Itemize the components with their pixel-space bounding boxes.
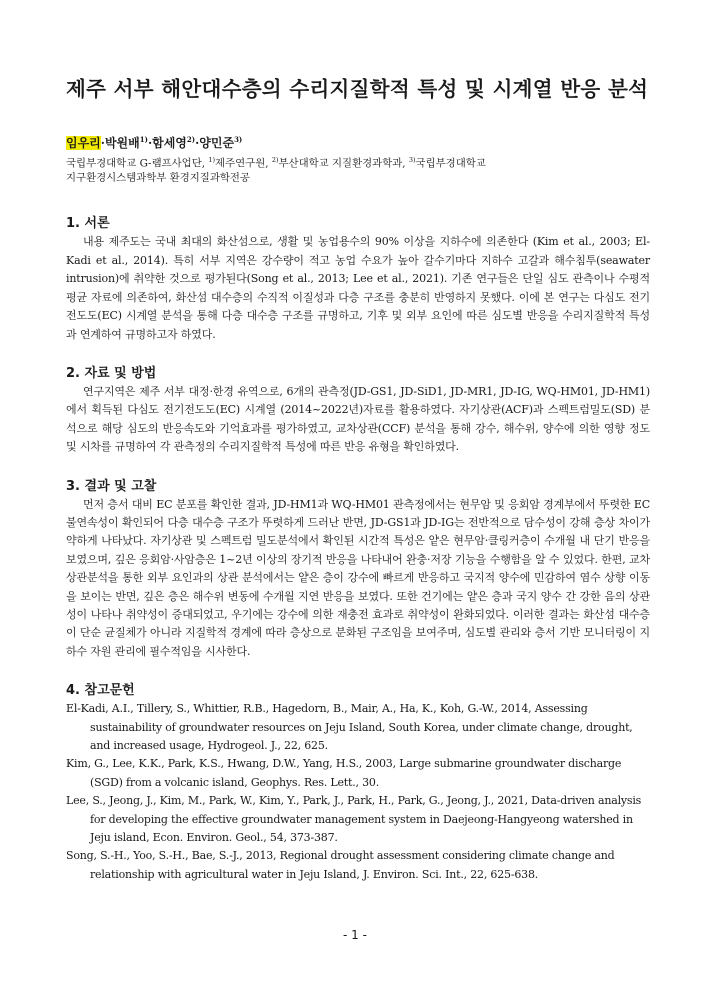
first-author: 임우리: [66, 136, 101, 150]
section-heading: 3. 결과 및 고찰: [66, 478, 157, 494]
affiliation-text: 제주연구원,: [215, 157, 272, 170]
affiliation-text: 부산대학교 지질환경과학과,: [278, 157, 409, 170]
affiliation-mark: 3): [408, 156, 416, 164]
author-name: 양민준: [199, 136, 235, 150]
section-heading: 4. 참고문헌: [66, 683, 135, 699]
section-introduction: [66, 212, 650, 343]
paper-page: [66, 72, 650, 884]
affiliation-text: 국립부경대학교: [415, 157, 486, 170]
section-heading: 2. 자료 및 방법: [66, 365, 157, 381]
paper-title: 제주 서부 해안대수층의 수리지질학적 특성 및 시계열 반응 분석: [66, 77, 649, 101]
author-affiliation-mark: 2): [186, 135, 196, 144]
section-methods: [66, 362, 650, 457]
author-list: [66, 134, 650, 151]
section-results: [66, 475, 650, 662]
section-heading: 1. 서론: [66, 216, 110, 232]
author-affiliation-mark: 1): [139, 135, 148, 144]
page-number: - 1 -: [343, 928, 367, 942]
author-separator: ·: [147, 136, 153, 150]
reference-item: Lee, S., Jeong, J., Kim, M., Park, W., Kim, Y., Park, J., Park, H., Park, G., Jeong, J., 2021, Data-driven analysis for developing the effective groundwater management system in Daejeong-Hangyeong watershed in Jeju island, Econ. Environ. Geol., 54, 373-387.: [66, 794, 642, 845]
section-references: [66, 679, 650, 884]
affiliation-text: 국립부경대학교 G-램프사업단,: [66, 157, 209, 170]
reference-item: El-Kadi, A.I., Tillery, S., Whittier, R.B., Hagedorn, B., Mair, A., Ha, K., Koh, G.-W., 2014, Assessing sustainability of groundwater resources on Jeju Island, South Korea, under climate change, drought, and increased usage, Hydrogeol. J., 22, 625.: [66, 702, 633, 752]
reference-item: Kim, G., Lee, K.K., Park, K.S., Hwang, D.W., Yang, H.S., 2003, Large submarine groundwater discharge (SGD) from a volcanic island, Geophys. Res. Lett., 30.: [66, 757, 622, 789]
section-body: 내용 제주도는 국내 최대의 화산섬으로, 생활 및 농업용수의 90% 이상을 지하수에 의존한다 (Kim et al., 2003; El-Kadi et al., 2014). 특히 서부 지역은 강수량이 적고 농업 수요가 높아 갈수기마다 지하수 고갈과 해수침투(seawater intrusion)에 취약한 것으로 평가된다(Song et al., 2013; Lee et al., 2021). 기존 연구들은 단일 심도 관측이나 수평적 평균 자료에 의존하여, 화산섬 대수층의 수직적 이질성과 다층 구조를 충분히 반영하지 못했다. 이에 본 연구는 다심도 전기전도도(EC) 시계열 분석을 통해 다층 대수층 구조를 규명하고, 기후 및 외부 요인에 따른 심도별 반응을 수리지질학적 특성과 연계하여 규명하고자 하였다.: [66, 235, 650, 341]
author-name: 박원배: [104, 136, 140, 150]
affiliation-mark: 1): [208, 156, 216, 164]
author-affiliation-mark: 3): [234, 135, 243, 144]
author-separator: ·: [100, 136, 105, 150]
affiliation-mark: 2): [271, 156, 279, 164]
affiliation-line-1: [66, 153, 650, 171]
reference-item: Song, S.-H., Yoo, S.-H., Bae, S.-J., 2013, Regional drought assessment considering climate change and relationship with agricultural water in Jeju Island, J. Environ. Sci. Int., 22, 625-638.: [66, 849, 615, 881]
author-separator: ·: [195, 136, 200, 150]
section-body: 연구지역은 제주 서부 대정·한경 유역으로, 6개의 관측정(JD-GS1, JD-SiD1, JD-MR1, JD-IG, WQ-HM01, JD-HM1)에서 획득된 다심도 전기전도도(EC) 시계열 (2014~2022년)자료를 활용하였다. 자기상관(ACF)과 스펙트럼밀도(SD) 분석으로 해당 심도의 반응속도와 기억효과를 평가하였고, 교차상관(CCF) 분석을 통해 강수, 해수위, 양수에 의한 영향 정도 및 시차를 규명하여 각 관측정의 수리지질학적 특성에 따른 반응 유형을 확인하였다.: [66, 384, 650, 454]
author-name: 함세영: [152, 136, 187, 150]
section-body: 먼저 층서 대비 EC 분포를 확인한 결과, JD-HM1과 WQ-HM01 관측정에서는 현무암 및 응회암 경계부에서 뚜렷한 EC 불연속성이 확인되어 다층 대수층 구조가 뚜렷하게 드러난 반면, JD-GS1과 JD-IG는 전반적으로 담수성이 강해 층상 차이가 약하게 나타났다. 자기상관 및 스펙트럼 밀도분석에서 확인된 시간적 특성은 얕은 현무암·클링커층이 수개월 내 단기 반응을 보였으며, 깊은 응회암·사암층은 1~2년 이상의 장기적 반응을 나타내어 완충·저장 기능을 수행함을 알 수 있었다. 한편, 교차상관분석을 통한 외부 요인과의 상관 분석에서는 얕은 층이 강수에 빠르게 반응하고 국지적 양수에 민감하여 염수 상향 이동을 보이는 반면, 깊은 층은 해수위 변동에 수개월 지연 반응을 보였다. 또한 건기에는 얕은 층과 국지 양수 간 강한 음의 상관성이 나타나 취약성이 증대되었고, 우기에는 강수에 의한 재충전 효과로 취약성이 완화되었다. 이러한 결과는 화산섬 대수층이 단순 균질체가 아니라 지질학적 경계에 따라 층상으로 분화된 구조임을 보여주며, 심도별 관리와 층서 기반 모니터링이 지하수 자원 관리에 필수적임을 시사한다.: [66, 497, 650, 658]
affiliation-line-2: 지구환경시스템과학부 환경지질과학전공: [66, 172, 250, 185]
